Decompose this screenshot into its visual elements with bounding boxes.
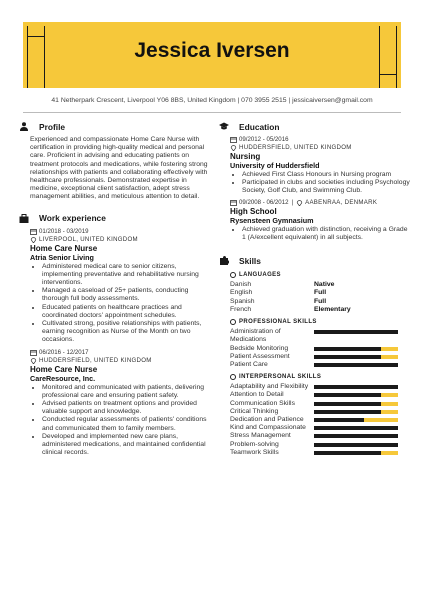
skill-bar-remainder bbox=[381, 347, 398, 351]
languages-heading bbox=[230, 271, 410, 279]
skill-bar-remainder bbox=[381, 393, 398, 397]
skill-row bbox=[218, 416, 410, 424]
job-dates-text: 01/2018 - 03/2019 bbox=[39, 227, 89, 235]
language-name: French bbox=[230, 305, 252, 313]
skill-name: Patient Assessment bbox=[230, 352, 290, 360]
language-row bbox=[218, 306, 410, 314]
education-school: University of Huddersfield bbox=[230, 161, 320, 170]
education-location-text: AABENRAA, DENMARK bbox=[305, 198, 378, 206]
graduation-cap-icon bbox=[219, 122, 229, 131]
skill-name: Problem-solving bbox=[230, 440, 279, 448]
education-dates-text: 09/2012 - 05/2016 bbox=[239, 136, 289, 143]
skill-name: Stress Management bbox=[230, 432, 291, 440]
job-bullet: • Educated patients on healthcare practices and coordinated doctors' appointment schedules. bbox=[42, 304, 208, 320]
skill-name: Patient Care bbox=[230, 361, 268, 369]
circle-bullet-icon bbox=[230, 374, 236, 380]
education-bullet: • Achieved graduation with distinction, receiving a Grade 1 (A/excellent equivalent) in all subjects. bbox=[242, 226, 410, 242]
professional-skills-heading bbox=[230, 318, 410, 326]
education-bullets bbox=[230, 226, 410, 242]
job-bullet: • Developed and implemented new care plans, administered medications, and maintained confidential clinical records. bbox=[42, 433, 208, 458]
skill-row bbox=[218, 383, 410, 391]
circle-bullet-icon bbox=[230, 272, 236, 278]
header-frame-line bbox=[379, 74, 397, 75]
job-entry bbox=[18, 228, 208, 345]
interpersonal-skills-list bbox=[218, 383, 410, 457]
skill-name: Bedside Monitoring bbox=[230, 344, 289, 352]
skill-level-bar bbox=[314, 363, 398, 367]
job-organization: Atria Senior Living bbox=[30, 252, 94, 262]
calendar-icon bbox=[230, 137, 237, 143]
education-bullet: • Achieved First Class Honours in Nursing program bbox=[242, 171, 410, 179]
skill-level-bar bbox=[314, 402, 398, 406]
skill-bar-remainder bbox=[381, 355, 398, 359]
skill-row bbox=[218, 400, 410, 408]
skill-row bbox=[218, 449, 410, 457]
meta-separator: | bbox=[291, 198, 294, 206]
language-level: Full bbox=[314, 297, 327, 305]
skill-level-bar bbox=[314, 418, 398, 422]
job-bullet: • Advised patients on treatment options and provided valuable support and knowledge. bbox=[42, 400, 208, 416]
job-location-text: LIVERPOOL, UNITED KINGDOM bbox=[39, 235, 138, 243]
job-bullet: • Monitored and communicated with patients, delivering professional care and ensuring patient safety. bbox=[42, 384, 208, 400]
location-pin-icon bbox=[30, 237, 37, 243]
job-location-text: HUDDERSFIELD, UNITED KINGDOM bbox=[39, 356, 152, 364]
skill-row bbox=[218, 345, 410, 353]
circle-bullet-icon bbox=[230, 319, 236, 325]
professional-skills-title: PROFESSIONAL SKILLS bbox=[239, 319, 317, 326]
skill-name: Dedication and Patience bbox=[230, 416, 304, 424]
skill-row bbox=[218, 424, 410, 432]
right-column bbox=[218, 120, 410, 457]
job-bullet: • Cultivated strong, positive relationships with patients, earning recognition as Nurse of the Month on two occasions. bbox=[42, 320, 208, 345]
job-bullet: • Administered medical care to senior citizens, implementing preventative and rehabilitative nursing interventions. bbox=[42, 263, 208, 288]
puzzle-icon bbox=[219, 256, 229, 265]
language-level: Native bbox=[314, 281, 335, 289]
calendar-icon bbox=[230, 200, 237, 206]
profile-heading bbox=[18, 120, 208, 133]
briefcase-icon bbox=[19, 214, 29, 223]
skill-row bbox=[218, 353, 410, 361]
skill-level-bar bbox=[314, 330, 398, 334]
job-title: Home Care Nurse bbox=[30, 364, 98, 374]
skill-row bbox=[218, 361, 410, 369]
language-level: Full bbox=[314, 289, 327, 297]
job-location bbox=[30, 357, 208, 365]
skill-level-bar bbox=[314, 347, 398, 351]
work-heading bbox=[18, 212, 208, 225]
skill-name: Kind and Compassionate bbox=[230, 424, 306, 432]
language-row bbox=[218, 281, 410, 289]
language-row bbox=[218, 298, 410, 306]
skill-row bbox=[218, 432, 410, 440]
location-pin-icon bbox=[296, 200, 303, 206]
header-banner bbox=[23, 22, 401, 88]
job-bullets bbox=[30, 384, 208, 458]
job-dates-text: 06/2016 - 12/2017 bbox=[39, 348, 89, 356]
job-title: Home Care Nurse bbox=[30, 243, 98, 253]
language-name: English bbox=[230, 289, 253, 297]
header-frame-line bbox=[27, 36, 45, 37]
education-bullet: • Participated in clubs and societies including Psychology Society, Golf Club, and Swimming Club. bbox=[242, 179, 410, 195]
left-column bbox=[18, 120, 208, 457]
job-bullets bbox=[30, 263, 208, 345]
language-name: Danish bbox=[230, 281, 252, 289]
skill-row bbox=[218, 328, 410, 344]
skill-level-bar bbox=[314, 434, 398, 438]
education-entry bbox=[218, 199, 410, 242]
language-row bbox=[218, 289, 410, 297]
job-dates bbox=[30, 349, 208, 357]
education-title: High School bbox=[230, 206, 277, 216]
job-dates bbox=[30, 228, 208, 236]
skill-level-bar bbox=[314, 443, 398, 447]
job-bullet: • Conducted regular assessments of patients' conditions and communicated them to family members. bbox=[42, 416, 208, 432]
person-icon bbox=[19, 122, 29, 131]
contact-line: 41 Netherpark Crescent, Liverpool Y06 8BS, United Kingdom | 070 3955 2515 | jessicaiversen@gmail.com bbox=[51, 97, 373, 104]
interpersonal-skills-heading bbox=[230, 373, 410, 381]
profile-title: Profile bbox=[39, 121, 66, 132]
skill-level-bar bbox=[314, 385, 398, 389]
divider bbox=[23, 112, 401, 113]
skill-bar-remainder bbox=[381, 402, 398, 406]
skills-heading bbox=[218, 254, 410, 267]
education-location-text: HUDDERSFIELD, UNITED KINGDOM bbox=[239, 144, 352, 151]
skill-row bbox=[218, 391, 410, 399]
location-pin-icon bbox=[30, 358, 37, 364]
skills-title: Skills bbox=[239, 255, 261, 266]
skill-name: Teamwork Skills bbox=[230, 448, 279, 456]
profile-text: Experienced and compassionate Home Care Nurse with certification in providing high-quality medical and personal care. Proficient in advising and educating patients on treatment protocols and medications, while fostering strong relationships with patients and collaborating effectively with healthcare professionals. Demonstrated expertise in medicine, exceptional client satisfaction, adept stress management abilities, and meticulous attention to detail. bbox=[30, 136, 208, 201]
language-level: Elementary bbox=[314, 305, 351, 313]
job-bullet: • Managed a caseload of 25+ patients, conducting thorough full body assessments. bbox=[42, 287, 208, 303]
skill-name: Administration of Medications bbox=[230, 328, 281, 344]
skill-level-bar bbox=[314, 393, 398, 397]
languages-title: LANGUAGES bbox=[239, 272, 281, 279]
education-entry bbox=[218, 136, 410, 196]
education-title: Nursing bbox=[230, 152, 261, 161]
skill-name: Critical Thinking bbox=[230, 407, 279, 415]
skill-bar-remainder bbox=[381, 410, 398, 414]
skill-name: Communication Skills bbox=[230, 399, 295, 407]
skill-level-bar bbox=[314, 355, 398, 359]
skill-bar-remainder bbox=[381, 451, 398, 455]
education-dates bbox=[230, 136, 410, 144]
education-school: Rysensteen Gymnasium bbox=[230, 215, 314, 225]
skill-level-bar bbox=[314, 410, 398, 414]
calendar-icon bbox=[30, 350, 37, 356]
skill-level-bar bbox=[314, 426, 398, 430]
job-entry bbox=[18, 349, 208, 458]
professional-skills-list bbox=[218, 328, 410, 369]
education-bullets bbox=[230, 171, 410, 196]
skill-bar-remainder bbox=[364, 418, 398, 422]
skill-row bbox=[218, 408, 410, 416]
skill-level-bar bbox=[314, 451, 398, 455]
location-pin-icon bbox=[230, 145, 237, 151]
candidate-name: Jessica Iversen bbox=[134, 39, 290, 62]
languages-list bbox=[218, 281, 410, 314]
education-heading bbox=[218, 120, 410, 133]
skill-row bbox=[218, 441, 410, 449]
work-title: Work experience bbox=[39, 213, 106, 224]
education-title: Education bbox=[239, 121, 280, 132]
calendar-icon bbox=[30, 229, 37, 235]
language-name: Spanish bbox=[230, 297, 255, 305]
interpersonal-skills-title: INTERPERSONAL SKILLS bbox=[239, 374, 322, 381]
skill-name: Attention to Detail bbox=[230, 391, 284, 399]
job-location bbox=[30, 236, 208, 244]
education-location bbox=[230, 144, 410, 152]
job-organization: CareResource, Inc. bbox=[30, 373, 96, 383]
education-dates-text: 09/2008 - 06/2012 bbox=[239, 198, 289, 206]
skill-name: Adaptability and Flexibility bbox=[230, 383, 309, 391]
education-dates bbox=[230, 199, 410, 207]
